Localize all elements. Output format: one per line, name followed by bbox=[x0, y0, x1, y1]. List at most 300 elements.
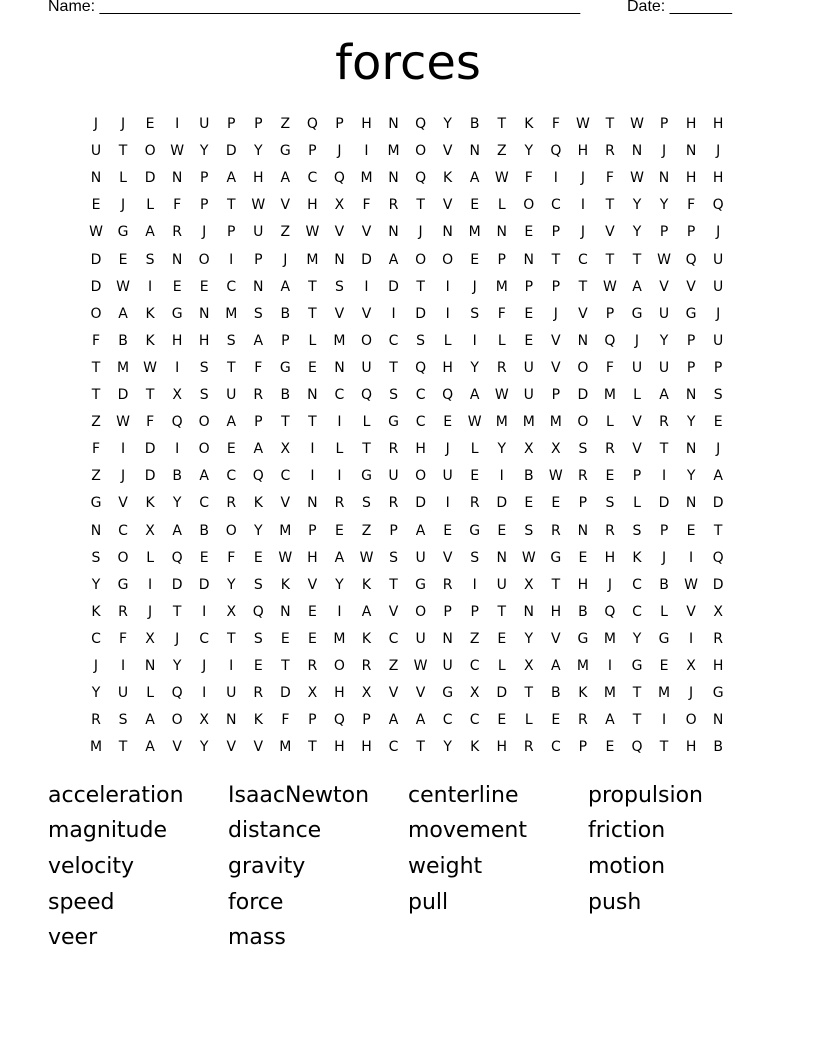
grid-letter: D bbox=[496, 495, 508, 512]
grid-letter: N bbox=[685, 143, 697, 160]
grid-letter: T bbox=[497, 603, 507, 620]
grid-letter: L bbox=[146, 685, 154, 702]
grid-letter: S bbox=[632, 522, 642, 539]
grid-letter: C bbox=[469, 658, 480, 674]
grid-letter: E bbox=[172, 278, 182, 295]
grid-letter: Y bbox=[226, 576, 236, 593]
grid-letter: J bbox=[716, 224, 721, 241]
grid-letter: T bbox=[145, 387, 155, 403]
grid-letter: Y bbox=[524, 630, 534, 647]
grid-letter: R bbox=[361, 658, 372, 674]
grid-letter: M bbox=[603, 387, 616, 403]
grid-letter: U bbox=[253, 224, 264, 241]
grid-letter: F bbox=[362, 197, 371, 214]
grid-letter: O bbox=[577, 414, 589, 431]
grid-letter: E bbox=[280, 630, 290, 647]
grid-letter: A bbox=[415, 522, 426, 539]
grid-letter: V bbox=[442, 549, 453, 566]
grid-letter: P bbox=[632, 468, 642, 485]
grid-letter: Y bbox=[632, 630, 642, 647]
grid-letter: F bbox=[91, 441, 101, 458]
grid-letter: K bbox=[145, 332, 155, 349]
grid-letter: D bbox=[712, 576, 724, 593]
grid-letter: V bbox=[334, 224, 345, 241]
grid-letter: U bbox=[631, 359, 643, 376]
grid-letter: P bbox=[443, 603, 452, 620]
grid-letter: E bbox=[551, 495, 561, 512]
grid-letter: Y bbox=[199, 143, 209, 160]
grid-letter: T bbox=[91, 359, 101, 376]
grid-letter: E bbox=[605, 739, 615, 756]
word-list-item: gravity bbox=[228, 854, 306, 879]
grid-letter: U bbox=[713, 251, 724, 268]
grid-letter: C bbox=[307, 170, 318, 187]
grid-letter: A bbox=[172, 522, 182, 539]
grid-letter: M bbox=[468, 224, 481, 241]
grid-letter: I bbox=[148, 278, 153, 295]
grid-letter: K bbox=[443, 170, 453, 187]
word-list-item: distance bbox=[228, 818, 322, 843]
grid-letter: D bbox=[144, 170, 156, 187]
grid-letter: M bbox=[603, 685, 616, 702]
grid-letter: Q bbox=[712, 197, 724, 214]
grid-letter: J bbox=[580, 224, 585, 241]
grid-letter: U bbox=[442, 468, 453, 485]
grid-letter: X bbox=[280, 441, 291, 458]
grid-letter: R bbox=[307, 658, 318, 674]
grid-letter: E bbox=[713, 414, 723, 431]
grid-letter: F bbox=[281, 712, 290, 729]
grid-letter: P bbox=[227, 224, 236, 241]
grid-letter: T bbox=[226, 630, 236, 647]
grid-letter: Q bbox=[415, 170, 427, 187]
grid-letter: F bbox=[173, 197, 182, 214]
grid-letter: S bbox=[118, 712, 128, 729]
grid-letter: I bbox=[175, 441, 180, 458]
grid-letter: P bbox=[227, 116, 236, 132]
grid-letter: W bbox=[575, 116, 590, 132]
grid-letter: E bbox=[91, 197, 101, 214]
grid-letter: T bbox=[118, 739, 128, 756]
grid-letter: P bbox=[551, 224, 561, 241]
grid-letter: T bbox=[524, 685, 534, 702]
grid-letter: L bbox=[146, 197, 154, 214]
grid-letter: P bbox=[551, 278, 561, 295]
grid-letter: M bbox=[495, 278, 508, 295]
grid-letter: H bbox=[577, 576, 589, 593]
grid-letter: E bbox=[605, 468, 615, 485]
grid-letter: C bbox=[199, 495, 210, 512]
grid-letter: V bbox=[280, 197, 291, 214]
grid-letter: W bbox=[630, 170, 644, 187]
grid-letter: P bbox=[199, 170, 209, 187]
grid-letter: E bbox=[307, 630, 317, 647]
grid-letter: D bbox=[388, 278, 399, 295]
grid-letter: I bbox=[364, 143, 369, 160]
word-list-item: push bbox=[588, 890, 642, 915]
grid-letter: E bbox=[470, 251, 480, 268]
grid-letter: S bbox=[524, 522, 534, 539]
grid-letter: A bbox=[145, 739, 155, 756]
grid-letter: E bbox=[253, 658, 263, 674]
grid-letter: W bbox=[359, 549, 374, 566]
grid-letter: N bbox=[198, 305, 210, 322]
grid-letter: W bbox=[170, 143, 185, 160]
grid-letter: Y bbox=[172, 658, 182, 674]
grid-letter: H bbox=[415, 441, 426, 458]
grid-letter: R bbox=[253, 387, 264, 403]
word-list-item: force bbox=[228, 890, 284, 915]
grid-letter: J bbox=[418, 224, 423, 241]
grid-letter: I bbox=[445, 278, 450, 295]
grid-letter: R bbox=[713, 630, 723, 647]
grid-letter: P bbox=[308, 522, 317, 539]
grid-letter: Y bbox=[686, 414, 696, 431]
grid-letter: S bbox=[199, 387, 209, 403]
grid-letter: R bbox=[91, 712, 101, 729]
grid-letter: C bbox=[91, 630, 101, 647]
grid-letter: N bbox=[280, 603, 291, 620]
grid-letter: Q bbox=[415, 116, 427, 132]
grid-letter: M bbox=[658, 685, 671, 702]
grid-letter: I bbox=[202, 685, 207, 702]
grid-letter: X bbox=[713, 603, 723, 620]
grid-letter: H bbox=[361, 116, 372, 132]
grid-letter: U bbox=[117, 685, 129, 702]
grid-letter: F bbox=[605, 359, 614, 376]
grid-letter: S bbox=[253, 576, 263, 593]
grid-letter: E bbox=[199, 278, 209, 295]
grid-letter: L bbox=[470, 441, 479, 458]
grid-letter: W bbox=[116, 278, 130, 295]
grid-letter: I bbox=[445, 495, 450, 512]
grid-letter: I bbox=[337, 414, 342, 431]
grid-letter: Q bbox=[442, 387, 454, 403]
grid-letter: I bbox=[364, 278, 369, 295]
grid-letter: G bbox=[658, 630, 670, 647]
grid-letter: X bbox=[172, 387, 182, 403]
grid-letter: L bbox=[633, 387, 641, 403]
grid-letter: U bbox=[226, 387, 237, 403]
grid-letter: H bbox=[685, 170, 697, 187]
word-list-item: IsaacNewton bbox=[228, 783, 370, 808]
grid-letter: B bbox=[713, 739, 723, 756]
grid-letter: Y bbox=[443, 116, 452, 132]
grid-letter: N bbox=[226, 712, 237, 729]
grid-letter: Q bbox=[415, 359, 427, 376]
grid-letter: H bbox=[712, 658, 724, 674]
grid-letter: J bbox=[120, 116, 126, 132]
word-list-item: acceleration bbox=[48, 783, 184, 808]
grid-letter: T bbox=[416, 739, 425, 756]
grid-letter: P bbox=[389, 522, 398, 539]
grid-letter: U bbox=[361, 359, 372, 376]
grid-letter: E bbox=[659, 658, 669, 674]
grid-letter: Y bbox=[172, 495, 182, 512]
grid-letter: O bbox=[198, 251, 210, 268]
grid-letter: B bbox=[469, 116, 480, 132]
grid-letter: I bbox=[689, 549, 694, 566]
grid-letter: C bbox=[388, 630, 399, 647]
grid-letter: E bbox=[307, 359, 317, 376]
grid-letter: I bbox=[391, 305, 396, 322]
grid-letter: X bbox=[361, 685, 372, 702]
grid-letter: D bbox=[225, 143, 237, 160]
grid-letter: K bbox=[253, 712, 263, 729]
grid-letter: Z bbox=[280, 224, 291, 241]
grid-letter: I bbox=[607, 658, 612, 674]
grid-letter: O bbox=[442, 251, 454, 268]
grid-letter: I bbox=[472, 332, 477, 349]
grid-letter: P bbox=[470, 603, 479, 620]
grid-letter: L bbox=[497, 658, 506, 674]
grid-letter: E bbox=[470, 197, 480, 214]
grid-letter: D bbox=[712, 495, 724, 512]
grid-letter: N bbox=[442, 630, 453, 647]
grid-letter: A bbox=[145, 224, 155, 241]
grid-letter: F bbox=[119, 630, 128, 647]
grid-letter: L bbox=[443, 332, 452, 349]
grid-letter: W bbox=[251, 197, 266, 214]
grid-letter: I bbox=[229, 251, 234, 268]
grid-letter: E bbox=[524, 305, 534, 322]
grid-letter: A bbox=[280, 278, 291, 295]
grid-letter: L bbox=[362, 414, 371, 431]
grid-letter: P bbox=[713, 359, 723, 376]
grid-letter: X bbox=[145, 630, 155, 647]
grid-letter: D bbox=[415, 305, 426, 322]
grid-letter: M bbox=[225, 305, 238, 322]
grid-letter: N bbox=[253, 278, 264, 295]
grid-letter: S bbox=[91, 549, 101, 566]
grid-letter: J bbox=[661, 143, 667, 160]
grid-letter: X bbox=[307, 685, 318, 702]
grid-letter: S bbox=[199, 359, 209, 376]
grid-letter: E bbox=[118, 251, 128, 268]
grid-letter: I bbox=[661, 468, 667, 485]
grid-letter: S bbox=[416, 332, 426, 349]
grid-letter: I bbox=[499, 468, 504, 485]
grid-letter: S bbox=[470, 549, 480, 566]
grid-letter: J bbox=[607, 576, 612, 593]
grid-letter: J bbox=[661, 549, 667, 566]
grid-letter: N bbox=[334, 359, 345, 376]
grid-letter: K bbox=[280, 576, 290, 593]
grid-letter: J bbox=[93, 658, 99, 674]
grid-letter: T bbox=[578, 278, 588, 295]
grid-letter: O bbox=[415, 251, 427, 268]
word-list-item: centerline bbox=[408, 783, 519, 808]
grid-letter: V bbox=[632, 441, 642, 458]
grid-letter: T bbox=[308, 278, 317, 295]
grid-letter: K bbox=[91, 603, 101, 620]
grid-letter: L bbox=[633, 495, 641, 512]
grid-letter: F bbox=[551, 116, 560, 132]
grid-letter: M bbox=[360, 170, 373, 187]
grid-letter: G bbox=[415, 576, 427, 593]
grid-letter: K bbox=[361, 576, 372, 593]
grid-letter: H bbox=[685, 739, 697, 756]
grid-letter: D bbox=[90, 251, 102, 268]
grid-letter: G bbox=[631, 305, 643, 322]
grid-letter: A bbox=[551, 658, 561, 674]
grid-letter: O bbox=[360, 332, 373, 349]
grid-letter: R bbox=[605, 441, 615, 458]
grid-letter: I bbox=[661, 712, 667, 729]
grid-letter: Q bbox=[631, 739, 643, 756]
grid-letter: I bbox=[310, 441, 315, 458]
grid-letter: S bbox=[145, 251, 155, 268]
grid-letter: O bbox=[144, 143, 156, 160]
grid-letter: P bbox=[524, 278, 534, 295]
grid-letter: J bbox=[120, 468, 126, 485]
grid-letter: R bbox=[334, 495, 345, 512]
grid-letter: M bbox=[117, 359, 130, 376]
grid-letter: N bbox=[469, 143, 480, 160]
grid-letter: S bbox=[334, 278, 344, 295]
grid-letter: U bbox=[199, 116, 210, 132]
grid-letter: U bbox=[658, 359, 670, 376]
grid-letter: E bbox=[524, 332, 534, 349]
grid-letter: G bbox=[631, 658, 643, 674]
grid-letter: N bbox=[90, 522, 102, 539]
grid-letter: U bbox=[658, 305, 670, 322]
grid-letter: E bbox=[335, 522, 344, 539]
grid-letter: O bbox=[415, 603, 427, 620]
grid-letter: E bbox=[551, 712, 561, 729]
grid-letter: A bbox=[118, 305, 128, 322]
grid-letter: P bbox=[362, 712, 371, 729]
grid-letter: I bbox=[310, 468, 315, 485]
grid-letter: G bbox=[712, 685, 724, 702]
grid-letter: V bbox=[415, 685, 426, 702]
grid-letter: F bbox=[687, 197, 696, 214]
grid-letter: R bbox=[388, 441, 399, 458]
grid-letter: Y bbox=[91, 685, 101, 702]
grid-letter: K bbox=[470, 739, 480, 756]
grid-letter: A bbox=[145, 712, 155, 729]
grid-letter: E bbox=[524, 495, 534, 512]
grid-letter: R bbox=[659, 414, 669, 431]
grid-letter: E bbox=[497, 712, 507, 729]
grid-letter: T bbox=[389, 576, 398, 593]
grid-letter: I bbox=[148, 576, 153, 593]
grid-letter: O bbox=[415, 143, 427, 160]
grid-letter: Y bbox=[632, 197, 642, 214]
grid-letter: U bbox=[523, 387, 534, 403]
grid-letter: I bbox=[202, 603, 207, 620]
grid-letter: T bbox=[308, 739, 317, 756]
grid-letter: T bbox=[632, 251, 642, 268]
grid-letter: N bbox=[171, 170, 183, 187]
grid-letter: N bbox=[685, 495, 697, 512]
grid-letter: N bbox=[171, 251, 183, 268]
grid-letter: J bbox=[580, 170, 585, 187]
grid-letter: A bbox=[469, 170, 480, 187]
grid-letter: T bbox=[659, 441, 669, 458]
name-field-label: Name: ______________________________________________________ bbox=[48, 0, 581, 15]
grid-letter: Z bbox=[496, 143, 507, 160]
grid-letter: Y bbox=[497, 441, 507, 458]
grid-letter: P bbox=[659, 116, 669, 132]
grid-letter: C bbox=[226, 468, 237, 485]
grid-letter: K bbox=[253, 495, 263, 512]
grid-letter: U bbox=[90, 143, 102, 160]
grid-letter: W bbox=[89, 224, 103, 241]
grid-letter: V bbox=[361, 224, 372, 241]
grid-letter: L bbox=[119, 170, 127, 187]
word-list-item: magnitude bbox=[48, 818, 168, 843]
grid-letter: T bbox=[551, 576, 561, 593]
grid-letter: S bbox=[389, 549, 398, 566]
grid-letter: B bbox=[280, 305, 291, 322]
grid-letter: A bbox=[361, 603, 372, 620]
grid-letter: I bbox=[337, 603, 342, 620]
grid-letter: J bbox=[689, 685, 694, 702]
grid-letter: M bbox=[387, 143, 400, 160]
grid-letter: T bbox=[281, 414, 290, 431]
grid-letter: P bbox=[686, 332, 696, 349]
grid-letter: V bbox=[686, 603, 696, 620]
grid-letter: V bbox=[172, 739, 182, 756]
grid-letter: P bbox=[578, 739, 588, 756]
grid-letter: P bbox=[335, 116, 344, 132]
grid-letter: S bbox=[470, 305, 480, 322]
grid-letter: W bbox=[684, 576, 699, 593]
grid-letter: X bbox=[145, 522, 155, 539]
grid-letter: L bbox=[660, 603, 668, 620]
grid-letter: O bbox=[198, 414, 210, 431]
grid-letter: H bbox=[361, 739, 372, 756]
grid-letter: Q bbox=[550, 143, 562, 160]
grid-letter: Y bbox=[91, 576, 101, 593]
grid-letter: M bbox=[306, 251, 319, 268]
grid-letter: T bbox=[91, 387, 101, 403]
grid-letter: G bbox=[90, 495, 102, 512]
grid-letter: C bbox=[388, 332, 399, 349]
grid-letter: G bbox=[469, 522, 481, 539]
grid-letter: R bbox=[118, 603, 128, 620]
grid-letter: T bbox=[713, 522, 723, 539]
grid-letter: Z bbox=[388, 658, 399, 674]
grid-letter: O bbox=[225, 522, 237, 539]
grid-letter: T bbox=[416, 278, 425, 295]
grid-letter: D bbox=[144, 441, 156, 458]
grid-letter: E bbox=[307, 603, 317, 620]
grid-letter: Q bbox=[252, 603, 264, 620]
grid-letter: L bbox=[335, 441, 344, 458]
word-list-item: weight bbox=[408, 854, 483, 879]
grid-letter: W bbox=[278, 549, 293, 566]
grid-letter: M bbox=[89, 739, 103, 756]
grid-letter: R bbox=[578, 468, 588, 485]
grid-letter: K bbox=[145, 495, 155, 512]
grid-letter: H bbox=[253, 170, 264, 187]
grid-letter: J bbox=[716, 305, 721, 322]
grid-letter: N bbox=[307, 495, 318, 512]
grid-letter: H bbox=[307, 549, 318, 566]
grid-letter: A bbox=[713, 468, 723, 485]
grid-letter: Y bbox=[443, 739, 452, 756]
grid-letter: Z bbox=[91, 468, 101, 485]
grid-letter: D bbox=[361, 251, 372, 268]
grid-letter: P bbox=[578, 495, 588, 512]
grid-letter: D bbox=[279, 685, 291, 702]
grid-letter: J bbox=[716, 441, 721, 458]
grid-letter: S bbox=[713, 387, 723, 403]
grid-letter: H bbox=[307, 197, 318, 214]
grid-letter: J bbox=[472, 278, 477, 295]
